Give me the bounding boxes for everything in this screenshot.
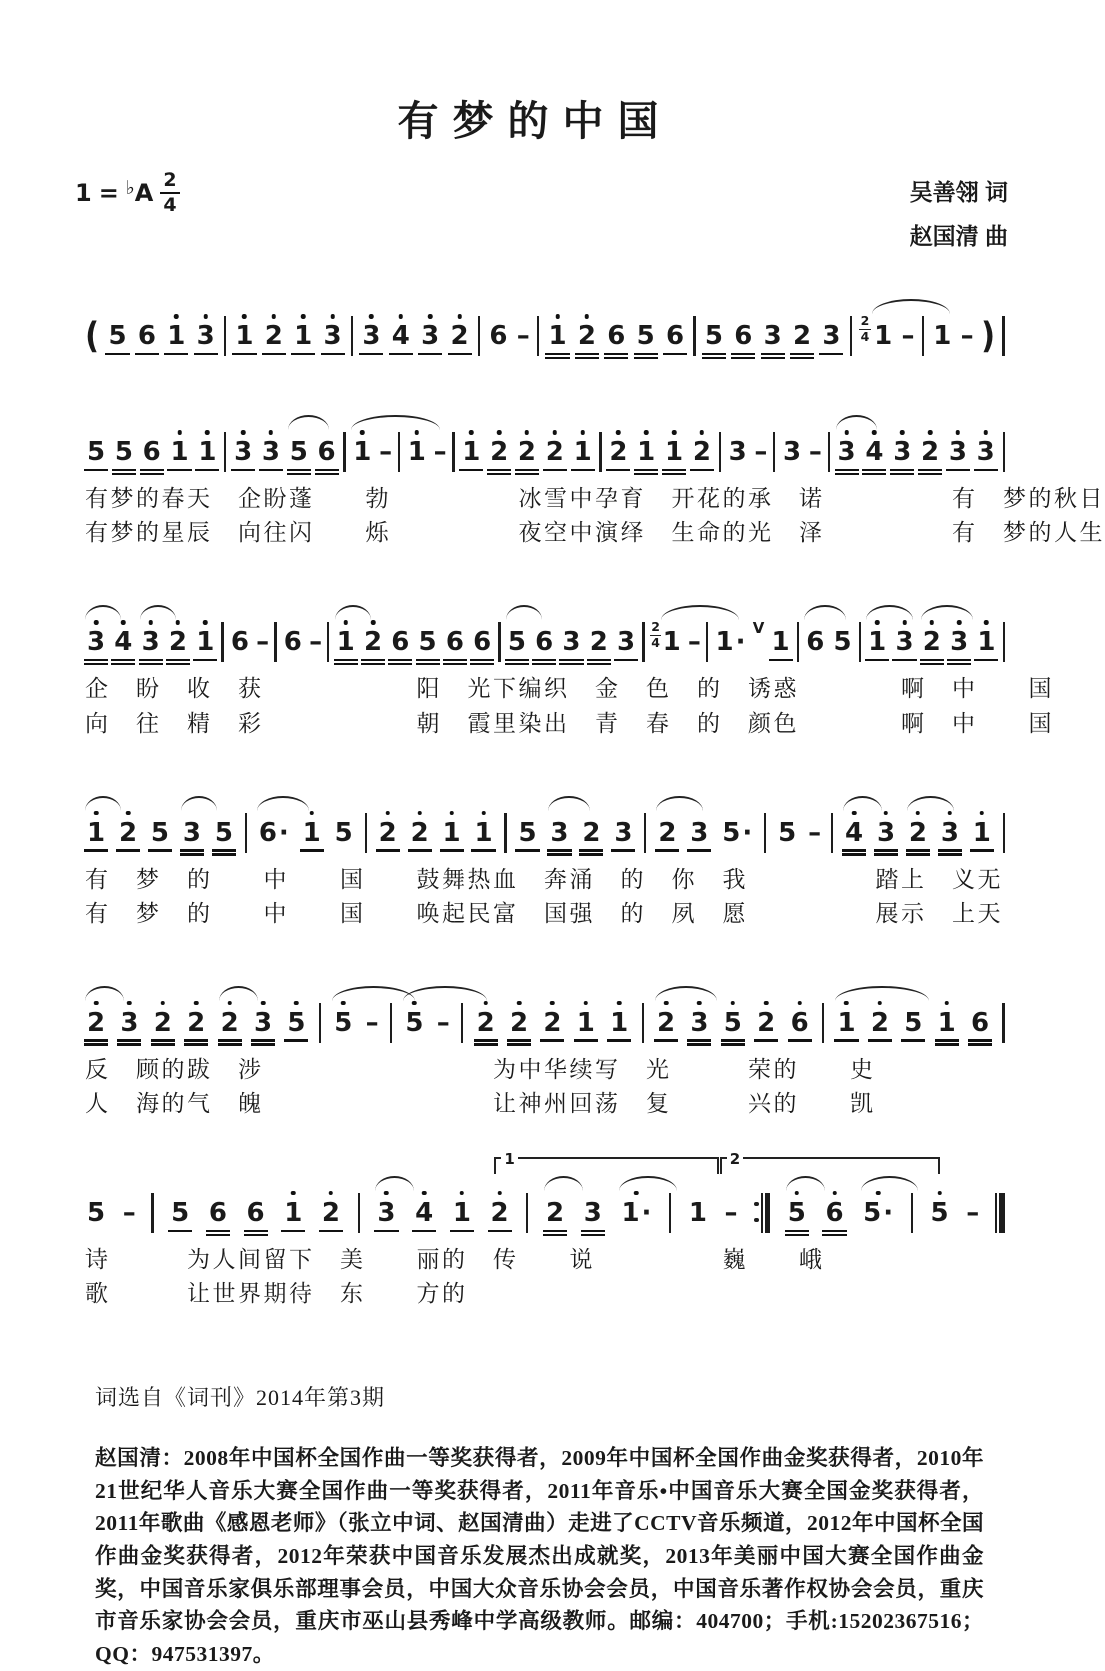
- barline-icon: [773, 432, 775, 472]
- barline-icon: [822, 1003, 824, 1043]
- lyrics-line: 歌 让世界期待 东 方的: [85, 1280, 468, 1306]
- slur-icon: [257, 796, 309, 811]
- barline-icon: [537, 316, 539, 356]
- note: 2: [692, 437, 711, 468]
- ending-label: 1: [501, 1152, 517, 1167]
- note: 3: [690, 817, 709, 848]
- dash-icon: –: [687, 627, 701, 658]
- dash-icon: –: [808, 817, 822, 848]
- note: 5: [723, 1007, 742, 1038]
- dash-icon: –: [516, 321, 530, 352]
- barline-icon: [343, 432, 345, 472]
- repeat-barline-icon: [753, 1193, 770, 1233]
- barline-icon: [693, 316, 695, 356]
- music-system: [85, 791, 1005, 929]
- note: 1: [610, 1007, 629, 1038]
- note: 3: [375, 1200, 397, 1226]
- note: 3: [181, 820, 203, 846]
- note: 5: [704, 321, 723, 352]
- slur-icon: [619, 1176, 676, 1191]
- note: 5: [287, 1007, 306, 1038]
- note: 2: [907, 820, 929, 846]
- composer-bio: 赵国清：2008年中国杯全国作曲一等奖获得者，2009年中国杯全国作曲金奖获得者，2010年21世纪华人音乐大赛全国作曲一等奖获得者，2011年音乐•中国音乐大赛全国金奖获得者，2011年歌曲《感恩老师》（张立中词、赵国清曲）走进了CCTV音乐频道，2012年中国杯全国作曲金奖获得者，2012年荣获中国音乐发展杰出成就奖，2013年美丽中国大赛全国作曲金奖，中国音乐家俱乐部理事会员，中国大众音乐协会会员，中国音乐著作权协会会员，重庆市音乐家协会会员，重庆市巫山县秀峰中学高级教师。邮编：404700；手机:15202367516；QQ：947531397。: [95, 1445, 984, 1666]
- barline-icon: [327, 622, 329, 662]
- note: 3: [940, 817, 959, 848]
- note: 5: [334, 817, 353, 848]
- note: 1: [407, 437, 426, 468]
- notes-row: [85, 410, 1005, 474]
- note: 3: [323, 321, 342, 352]
- note: 1: [474, 817, 493, 848]
- note: 5: [778, 817, 797, 848]
- composer-credit: [910, 215, 1008, 259]
- slur-icon: [843, 796, 882, 811]
- lyrics-line: 企 盼 收 获 阳 光下编织 金 色 的 诱惑 啊 中 国: [85, 676, 1054, 702]
- barline-icon: [478, 316, 480, 356]
- slur-icon: [335, 605, 371, 620]
- barline-icon: [1002, 1003, 1004, 1043]
- lyrics-line: 有梦的星辰 向往闪 烁 夜空中演绎 生命的光 泽 有 梦的人生: [85, 520, 1105, 546]
- barline-icon: [644, 813, 646, 853]
- barline-icon: [922, 316, 924, 356]
- flat-icon: ♭A: [125, 177, 154, 207]
- lyrics-line: 有 梦 的 中 国 鼓舞热血 奔涌 的 你 我 踏上 义无: [85, 866, 1003, 892]
- ending-label: 2: [727, 1152, 743, 1167]
- barline-icon: [365, 813, 367, 853]
- note: 6: [391, 627, 410, 658]
- note: 3: [548, 820, 570, 846]
- slur-icon: [403, 986, 486, 1001]
- note: 1: [866, 629, 888, 655]
- barline-icon: [351, 316, 353, 356]
- slur-icon: [544, 1176, 583, 1191]
- barline-icon: [642, 1003, 644, 1043]
- barline-icon: [859, 622, 861, 662]
- music-system: [85, 600, 1054, 738]
- notes-row: [85, 600, 1005, 664]
- barline-icon: [797, 622, 799, 662]
- lyrics-line: 向 往 精 彩 朝 霞里染出 青 春 的 颜色 啊 中 国: [85, 710, 1054, 736]
- note: 3: [836, 439, 858, 465]
- note: 3: [614, 817, 633, 848]
- note: 3: [895, 627, 914, 658]
- note: 1: [872, 323, 894, 349]
- note: 2: [264, 321, 283, 352]
- note: 6: [535, 627, 554, 658]
- slur-icon: [85, 796, 121, 811]
- note: 4: [865, 437, 884, 468]
- note: 6: [489, 321, 508, 352]
- barline-icon: [151, 1193, 153, 1233]
- notes-row: [85, 981, 1005, 1045]
- meta-row: [75, 171, 1008, 258]
- note: 3: [234, 437, 253, 468]
- note: 2: [921, 437, 940, 468]
- note: 5: [214, 817, 233, 848]
- note: 2: [589, 627, 608, 658]
- note: 1·: [619, 1200, 653, 1226]
- note: 3: [583, 1197, 602, 1228]
- slur-icon: [921, 605, 973, 620]
- dash-icon: –: [966, 1197, 980, 1228]
- slur-icon: [351, 415, 439, 430]
- barline-icon: [1002, 316, 1004, 356]
- note: 1: [933, 321, 952, 352]
- note: 5: [930, 1197, 949, 1228]
- note: 5·: [722, 817, 753, 848]
- tsig-top: 2: [860, 313, 870, 329]
- dash-icon: –: [436, 1007, 450, 1038]
- note: 3: [261, 437, 280, 468]
- note: 1: [977, 627, 996, 658]
- note: 2: [757, 1007, 776, 1038]
- note: 6: [230, 627, 249, 658]
- note: 1: [637, 437, 656, 468]
- dash-icon: –: [901, 321, 915, 352]
- composer-role: 曲: [985, 222, 1008, 249]
- note: 2: [577, 321, 596, 352]
- note: 6: [246, 1197, 265, 1228]
- note: 6: [971, 1007, 990, 1038]
- barline-icon: [224, 316, 226, 356]
- note: 1: [661, 629, 683, 655]
- note: 3: [562, 627, 581, 658]
- barline-icon: [224, 432, 226, 472]
- note: 3: [140, 629, 162, 655]
- lyrics-line: 反 顾的跋 涉 为中华续写 光 荣的 史: [85, 1056, 876, 1082]
- note: 3: [421, 321, 440, 352]
- note: 1: [573, 437, 592, 468]
- note: 2: [656, 820, 678, 846]
- note: 6: [317, 437, 336, 468]
- key-tonic: 1: [75, 179, 92, 207]
- slur-icon: [181, 796, 217, 811]
- notes-row: [85, 791, 1005, 855]
- note: 3: [763, 321, 782, 352]
- composer-name: 赵国清: [909, 222, 979, 249]
- note: 1: [688, 1197, 707, 1228]
- note: 2: [509, 1007, 529, 1038]
- dash-icon: –: [960, 321, 974, 352]
- augmentation-dot-icon: ·: [278, 817, 289, 848]
- slur-icon: [85, 986, 124, 1001]
- note: 6: [665, 321, 685, 352]
- barline-icon: [358, 1193, 360, 1233]
- slur-icon: [288, 415, 330, 430]
- note: 3: [893, 437, 912, 468]
- volta-bracket: [720, 1149, 940, 1174]
- note: 2: [363, 627, 383, 658]
- slur-icon: [375, 1176, 414, 1191]
- barline-icon: [669, 1193, 671, 1233]
- tsig-bottom: 4: [651, 634, 660, 650]
- slur-icon: [907, 796, 954, 811]
- note: 5: [418, 627, 437, 658]
- dash-icon: –: [309, 627, 323, 658]
- slur-icon: [548, 796, 590, 811]
- paren: ): [980, 315, 996, 358]
- note: 4: [843, 820, 865, 846]
- note: 6: [790, 1007, 809, 1038]
- slur-icon: [85, 605, 121, 620]
- note: 3: [783, 437, 802, 468]
- barline-icon: [461, 1003, 463, 1043]
- lyrics-line: 有梦的春天 企盼蓬 勃 冰雪中孕育 开花的承 诺 有 梦的秋日: [85, 486, 1105, 512]
- note: 6: [445, 627, 464, 658]
- note: 3: [690, 1007, 709, 1038]
- barline-icon: [642, 622, 644, 662]
- lyricist-role: 词: [985, 179, 1008, 205]
- augmentation-dot-icon: ·: [742, 817, 753, 848]
- note: 2: [450, 321, 469, 352]
- note: 1: [294, 321, 313, 352]
- key-equals: =: [98, 179, 119, 207]
- note: 5: [636, 321, 655, 352]
- note: 2: [490, 1197, 509, 1228]
- barline-icon: [719, 432, 721, 472]
- note: 6: [607, 321, 626, 352]
- note: 4: [114, 627, 133, 658]
- note: 1: [284, 1197, 303, 1228]
- dash-icon: –: [754, 437, 768, 468]
- time-signature-change: [859, 315, 871, 343]
- dash-icon: –: [433, 437, 447, 468]
- note: 1: [462, 437, 481, 468]
- note: 6: [283, 627, 302, 658]
- barline-icon: [911, 1193, 913, 1233]
- note: 6: [137, 321, 156, 352]
- note: 1: [351, 439, 373, 465]
- tsig-bottom: 4: [860, 328, 870, 344]
- note: 2: [792, 321, 812, 352]
- note: 5: [403, 1010, 425, 1036]
- note: 1: [937, 1007, 956, 1038]
- lyrics-line: 诗 为人间留下 美 丽的 传 说 巍 峨: [85, 1246, 825, 1272]
- note: 4: [415, 1197, 434, 1228]
- barline-icon: [274, 622, 276, 662]
- note: 2: [870, 1007, 889, 1038]
- time-signature-main: $\frac{2}{4}$: [160, 171, 179, 215]
- barline-icon: [850, 316, 852, 356]
- barline-icon: [245, 813, 247, 853]
- note: 2: [187, 1007, 206, 1038]
- slur-icon: [219, 986, 258, 1001]
- source-note: 词选自《词刊》2014年第3期: [95, 1384, 386, 1410]
- note: 3: [617, 627, 636, 658]
- note: 1: [664, 437, 684, 468]
- barline-icon: [452, 432, 454, 472]
- note: 1: [835, 1010, 857, 1036]
- note: 2: [118, 817, 138, 848]
- note: 1: [196, 627, 215, 658]
- note: 2: [544, 1200, 566, 1226]
- note: 5: [332, 1010, 354, 1036]
- slur-icon: [655, 986, 717, 1001]
- note: 3: [822, 321, 841, 352]
- barline-icon: [764, 813, 766, 853]
- lyrics-line: 有 梦 的 中 国 唤起民富 国强 的 夙 愿 展示 上天: [85, 900, 1003, 926]
- note: 3: [950, 627, 969, 658]
- note: 5·: [861, 1200, 895, 1226]
- note: 3: [196, 321, 215, 352]
- dash-icon: –: [808, 437, 822, 468]
- note: 1: [771, 627, 790, 658]
- note: 1: [335, 629, 357, 655]
- barline-icon: [706, 622, 708, 662]
- note: 5: [114, 437, 133, 468]
- lyrics-line: 人 海的气 魄 让神州回荡 复 兴的 凯: [85, 1090, 876, 1116]
- barline-icon: [221, 622, 223, 662]
- lyricist-name: 吴善翎: [909, 179, 979, 205]
- note: 2: [378, 817, 397, 848]
- slur-icon: [786, 1176, 825, 1191]
- sheet-music-page: [0, 88, 1105, 1666]
- note: 6: [804, 629, 826, 655]
- notes-row: [85, 294, 1005, 358]
- note: 2: [85, 1010, 107, 1036]
- note: 1: [302, 817, 321, 848]
- barline-icon: [828, 432, 830, 472]
- volta-bracket: [494, 1149, 719, 1174]
- final-barline-icon: [995, 1193, 1005, 1233]
- lyricist-credit: [910, 171, 1008, 215]
- barline-icon: [1003, 432, 1005, 472]
- note: 6: [208, 1197, 227, 1228]
- note: 2: [153, 1007, 172, 1038]
- paren: (: [85, 315, 100, 358]
- note: 3: [85, 629, 107, 655]
- note: 5: [904, 1007, 923, 1038]
- note: 3: [976, 437, 995, 468]
- dash-icon: –: [365, 1007, 379, 1038]
- slur-icon: [804, 605, 846, 620]
- note: 1: [442, 817, 461, 848]
- music-system: [85, 981, 1005, 1119]
- augmentation-dot-icon: ·: [641, 1197, 652, 1228]
- note: 6: [142, 437, 161, 468]
- note: 3: [362, 321, 381, 352]
- note: 2: [545, 437, 564, 468]
- note: 2: [476, 1007, 495, 1038]
- note: 2: [219, 1010, 241, 1036]
- tsig-top: 2: [651, 619, 660, 635]
- note: 3: [728, 437, 747, 468]
- note: 1: [452, 1197, 471, 1228]
- slur-icon: [506, 605, 542, 620]
- note: 2: [543, 1007, 562, 1038]
- note: 5: [506, 629, 528, 655]
- note: 6: [734, 321, 753, 352]
- note: 2: [609, 437, 628, 468]
- augmentation-dot-icon: ·: [735, 627, 746, 658]
- barline-icon: [504, 813, 506, 853]
- note: 5: [786, 1200, 808, 1226]
- barline-icon: [398, 432, 400, 472]
- note: 6: [473, 627, 492, 658]
- dash-icon: –: [379, 437, 393, 468]
- music-system: [85, 410, 1105, 548]
- music-system: [85, 1149, 1005, 1309]
- barline-icon: [831, 813, 833, 853]
- augmentation-dot-icon: ·: [883, 1197, 894, 1228]
- song-title: 有梦的中国: [397, 98, 673, 144]
- barline-icon: [498, 622, 500, 662]
- dash-icon: –: [724, 1197, 738, 1228]
- note: 5: [150, 817, 169, 848]
- note: 6·: [257, 820, 291, 846]
- barline-icon: [390, 1003, 392, 1043]
- slur-icon: [861, 1176, 918, 1191]
- note: 5: [171, 1197, 190, 1228]
- slur-icon: [872, 299, 950, 314]
- slur-icon: [661, 605, 739, 620]
- note: 1: [167, 321, 186, 352]
- repeat-dots-icon: [754, 1202, 759, 1207]
- note: 3: [876, 817, 896, 848]
- note: 2: [321, 1197, 341, 1228]
- barline-icon: [526, 1193, 528, 1233]
- note: 3: [253, 1007, 273, 1038]
- note: 1: [972, 817, 991, 848]
- note: 5: [518, 817, 537, 848]
- barline-icon: [599, 432, 601, 472]
- music-system: [85, 294, 1005, 358]
- note: 6: [825, 1197, 844, 1228]
- note: 1: [198, 437, 217, 468]
- note: 4: [391, 321, 410, 352]
- note: 2: [655, 1010, 677, 1036]
- note: 2: [168, 627, 187, 658]
- slur-icon: [656, 796, 703, 811]
- breath-mark-icon: V: [752, 619, 765, 638]
- slur-icon: [835, 986, 929, 1001]
- dash-icon: –: [122, 1197, 136, 1228]
- note: 1: [576, 1007, 595, 1038]
- score: [85, 294, 1105, 1308]
- slur-icon: [140, 605, 176, 620]
- note: 5: [87, 1197, 106, 1228]
- note: 3: [120, 1007, 139, 1038]
- note: 5: [108, 321, 127, 352]
- note: 2: [517, 437, 537, 468]
- barline-icon: [1003, 622, 1005, 662]
- note: 2: [490, 437, 509, 468]
- note: 1: [170, 437, 189, 468]
- credits: [910, 171, 1008, 258]
- notes-row: [85, 1171, 1005, 1235]
- note: 5: [833, 627, 852, 658]
- barline-icon: [1003, 813, 1005, 853]
- note: 1: [548, 321, 567, 352]
- note: 1: [235, 321, 254, 352]
- note: 3: [948, 437, 967, 468]
- note: 5: [87, 437, 106, 468]
- key-signature: [75, 171, 180, 215]
- barline-icon: [319, 1003, 321, 1043]
- dash-icon: –: [256, 627, 270, 658]
- note: 1·: [715, 627, 746, 658]
- note: 2: [410, 817, 429, 848]
- note: 2: [921, 629, 943, 655]
- slur-icon: [836, 415, 878, 430]
- note: 1: [85, 820, 107, 846]
- note: 2: [582, 817, 601, 848]
- note: 5: [288, 439, 310, 465]
- slur-icon: [866, 605, 913, 620]
